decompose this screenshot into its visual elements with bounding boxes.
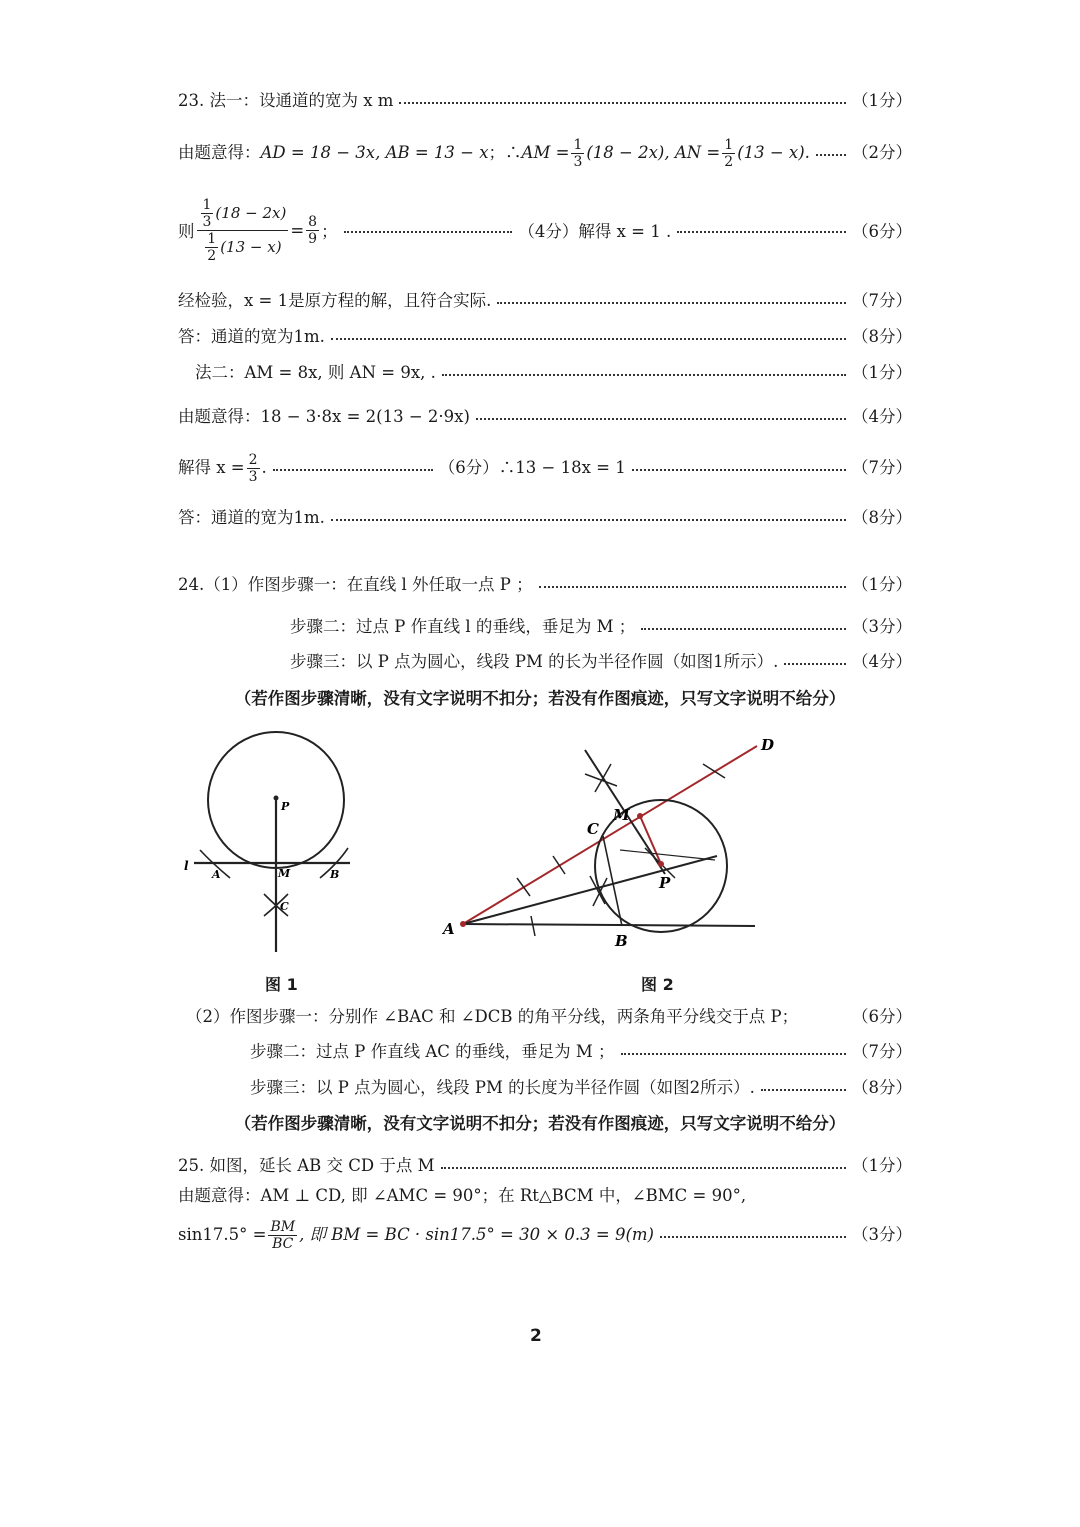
- fig2-arc-mark-1: [517, 878, 530, 896]
- q23-l8-pre: 解得 x =: [178, 458, 245, 477]
- q23-l8-f-den: 3: [248, 468, 258, 485]
- q23-line-8-score: （7分）: [852, 458, 912, 477]
- q23-line-4: [178, 286, 912, 316]
- q23-l2-eq1: AD = 18 − 3x, AB = 13 − x: [260, 143, 489, 162]
- q23-l2-f2-num: 1: [724, 136, 734, 153]
- fig2-arc-mark-3: [531, 916, 535, 936]
- fig2-arc-mark-10: [620, 850, 715, 860]
- fig2-label-a: A: [443, 920, 455, 938]
- q23-l3-mid: （4分）解得 x = 1 .: [518, 222, 672, 241]
- q23-l3-ratio-den: 9: [308, 230, 318, 247]
- q23-l3-denominator: [201, 231, 283, 264]
- fig2-label-c: C: [587, 820, 599, 838]
- fig1-label-b: B: [330, 868, 340, 881]
- q23-l3-semi: ；: [321, 222, 338, 241]
- q25-l3-f-den: BC: [272, 1235, 294, 1252]
- q25-l3-post: , 即 BM = BC · sin17.5° = 30 × 0.3 = 9(m): [299, 1225, 654, 1244]
- q23-line-5-score: （8分）: [852, 327, 912, 346]
- q25-line-1: [178, 1151, 912, 1181]
- q24-q2a-text: （2）作图步骤一：分别作 ∠BAC 和 ∠DCB 的角平分线，两条角平分线交于点 P；: [186, 1007, 799, 1026]
- fig1-label-a: A: [212, 868, 221, 881]
- q23-line-1-score: （1分）: [852, 91, 912, 110]
- q23-line-9: [178, 503, 912, 533]
- fig1-label-m: M: [278, 867, 291, 880]
- q23-l8-post: .: [261, 458, 267, 477]
- q23-l3-inner-frac-1: [201, 197, 214, 230]
- fig2-label-p: P: [659, 874, 671, 892]
- q23-line-2: [178, 133, 912, 173]
- q25-line-1-score: （1分）: [852, 1156, 912, 1175]
- q23-line-7-score: （4分）: [852, 407, 912, 426]
- q24-p3-score: （4分）: [852, 652, 912, 671]
- fig1-caption: 图 1: [265, 975, 298, 994]
- page-number: 2: [530, 1326, 542, 1346]
- q23-line-3-score: （6分）: [852, 222, 912, 241]
- q25-line-2: [178, 1181, 912, 1211]
- q23-l3-pre: 则: [178, 222, 195, 241]
- q25-line-2-text: 由题意得：AM ⊥ CD, 即 ∠AMC = 90°；在 Rt△BCM 中，∠BMC = 90°,: [178, 1186, 747, 1205]
- q23-line-3: [178, 190, 912, 270]
- fig2-point-m: [637, 813, 643, 819]
- q24-part2-step3: [250, 1073, 912, 1103]
- fig2-point-p: [658, 861, 664, 867]
- fig2-line-ad: [463, 746, 757, 924]
- q23-l2-f2-den: 2: [724, 153, 734, 170]
- q23-l2-f1-num: 1: [573, 136, 583, 153]
- fig2-line-ab: [463, 924, 755, 926]
- fig1-point-p: [274, 796, 279, 801]
- q23-l3-ratio-num: 8: [308, 213, 318, 230]
- fig2-label-m: M: [613, 806, 630, 824]
- q23-line-9-score: （8分）: [852, 508, 912, 527]
- q23-line-6-text: 法二：AM = 8x, 则 AN = 9x, .: [195, 363, 436, 382]
- q24-part1-step1: [178, 570, 912, 600]
- q24-note-2: （若作图步骤清晰，没有文字说明不扣分；若没有作图痕迹，只写文字说明不给分）: [234, 1114, 846, 1133]
- q24-p3-text: 步骤三：以 P 点为圆心，线段 PM 的长为半径作圆（如图1所示）.: [290, 652, 779, 671]
- q25-l3-pre: sin17.5° =: [178, 1225, 267, 1244]
- q24-q2c-score: （8分）: [852, 1078, 912, 1097]
- q23-l2-prefix: 由题意得：: [178, 143, 261, 162]
- q23-l3-in1-den: 3: [202, 213, 212, 230]
- figure-2: [435, 728, 795, 958]
- q24-note-1: （若作图步骤清晰，没有文字说明不扣分；若没有作图痕迹，只写文字说明不给分）: [234, 689, 846, 708]
- q23-line-6-score: （1分）: [852, 363, 912, 382]
- q23-l2-frac-1: [571, 137, 584, 170]
- q23-line-7-text: 由题意得：18 − 3·8x = 2(13 − 2·9x): [178, 407, 470, 426]
- fig2-point-a: [460, 921, 466, 927]
- fig2-arc-mark-2: [553, 856, 565, 874]
- q24-p1-text: 24.（1）作图步骤一：在直线 l 外任取一点 P ；: [178, 575, 533, 594]
- q23-l3-numerator: [197, 197, 289, 231]
- q23-l2-am-rest: (18 − 2x), AN =: [586, 143, 721, 162]
- q23-l3-inner-frac-2: [205, 231, 218, 264]
- q23-l2-sep: ；∴: [488, 143, 522, 162]
- fig1-label-p: P: [281, 800, 290, 813]
- fig2-caption: 图 2: [641, 975, 674, 994]
- figure-1: [180, 720, 370, 965]
- q23-l2-am: AM =: [521, 143, 570, 162]
- q23-l2-frac-2: [722, 137, 735, 170]
- q23-l3-in2-num: 1: [207, 230, 217, 247]
- fig2-label-d: D: [761, 736, 775, 754]
- q25-line-1-text: 25. 如图，延长 AB 交 CD 于点 M: [178, 1156, 435, 1175]
- q23-line-1-text: 23. 法一：设通道的宽为 x m: [178, 91, 394, 110]
- q24-q2c-text: 步骤三：以 P 点为圆心，线段 PM 的长度为半径作圆（如图2所示）.: [250, 1078, 755, 1097]
- q23-line-6: [195, 358, 912, 388]
- q24-part1-step2: [290, 612, 912, 642]
- q25-l3-f-num: BM: [270, 1218, 296, 1235]
- q25-line-3: [178, 1214, 912, 1256]
- q23-l2-an-rest: (13 − x).: [737, 143, 810, 162]
- fig2-label-b: B: [615, 932, 628, 950]
- q25-line-3-score: （3分）: [852, 1225, 912, 1244]
- q23-line-4-text: 经检验，x = 1是原方程的解，且符合实际.: [178, 291, 492, 310]
- q23-line-5-text: 答：通道的宽为1m.: [178, 327, 325, 346]
- fig1-label-l: l: [184, 859, 189, 873]
- fig1-label-c: C: [280, 900, 289, 913]
- q24-q2b-score: （7分）: [852, 1042, 912, 1061]
- q23-l8-f-num: 2: [248, 451, 258, 468]
- q23-line-9-text: 答：通道的宽为1m.: [178, 508, 325, 527]
- q23-l3-eq: =: [290, 220, 305, 240]
- q23-line-8: [178, 448, 912, 488]
- q24-p1-score: （1分）: [852, 575, 912, 594]
- q23-l3-num-rest: (18 − 2x): [215, 204, 287, 222]
- q23-l3-in2-den: 2: [207, 247, 217, 264]
- q24-p2-text: 步骤二：过点 P 作直线 l 的垂线，垂足为 M ；: [290, 617, 636, 636]
- q23-l3-ratio: [306, 214, 319, 247]
- q24-part1-step3: [290, 647, 912, 677]
- q25-l3-frac: [268, 1219, 297, 1252]
- q23-l2-f1-den: 3: [573, 153, 583, 170]
- q24-q2b-text: 步骤二：过点 P 作直线 AC 的垂线，垂足为 M ；: [250, 1042, 615, 1061]
- q23-l3-den-rest: (13 − x): [220, 238, 282, 256]
- q23-l8-frac: [247, 452, 260, 485]
- q23-line-5: [178, 322, 912, 352]
- q24-p2-score: （3分）: [852, 617, 912, 636]
- q24-part2-step2: [250, 1037, 912, 1067]
- q23-l3-in1-num: 1: [202, 196, 212, 213]
- q23-l3-complex-frac: [197, 197, 289, 264]
- q23-line-1: [178, 86, 912, 116]
- q23-line-2-score: （2分）: [852, 143, 912, 162]
- q23-line-7: [178, 402, 912, 432]
- fig2-bisector-a: [463, 856, 717, 924]
- q24-part2-step1: [186, 1002, 912, 1032]
- q23-l8-mid: （6分）∴13 − 18x = 1: [438, 458, 626, 477]
- q24-q2a-score: （6分）: [852, 1007, 912, 1026]
- q23-line-4-score: （7分）: [852, 291, 912, 310]
